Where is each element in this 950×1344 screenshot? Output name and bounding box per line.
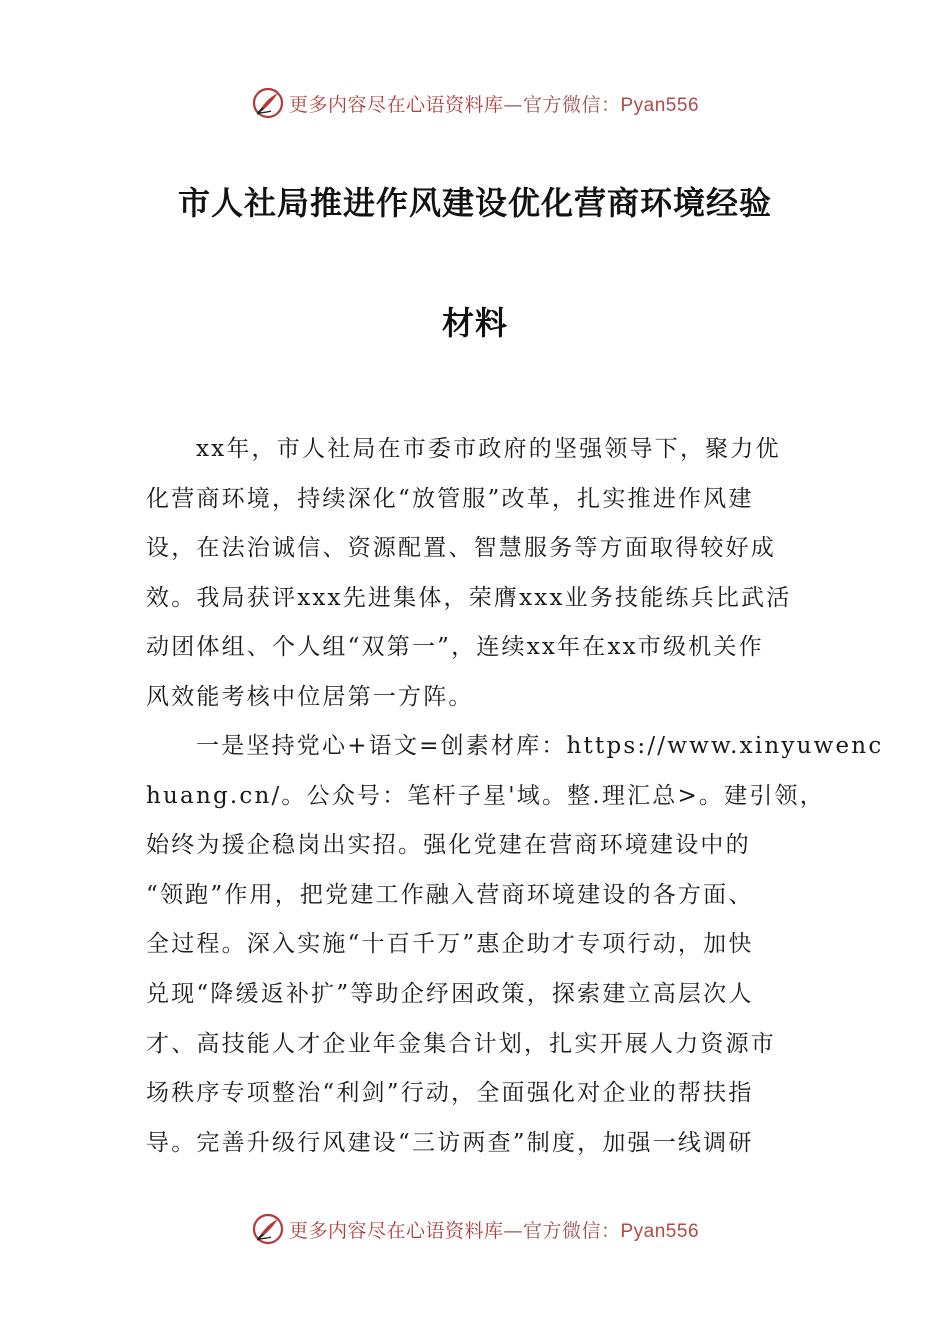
paragraph-intro bbox=[146, 425, 806, 723]
text-line: 才、高技能人才企业年金集合计划，扎实开展人力资源市 bbox=[146, 1030, 776, 1057]
text-line: 化营商环境，持续深化“放管服”改革，扎实推进作风建 bbox=[146, 485, 754, 512]
text-line: 场秩序专项整治“利剑”行动，全面强化对企业的帮扶指 bbox=[146, 1080, 754, 1107]
text-line: huang.cn/。公众号：笔杆子星'域。整.理汇总>。建引领， bbox=[146, 782, 825, 809]
text-line: “领跑”作用，把党建工作融入营商环境建设的各方面、 bbox=[146, 881, 754, 908]
paragraph-point-one bbox=[146, 722, 884, 1168]
document-title-line-1: 市人社局推进作风建设优化营商环境经验 bbox=[177, 184, 772, 222]
text-line: 始终为援企稳岗出实招。强化党建在营商环境建设中的 bbox=[146, 832, 751, 859]
text-line: 导。完善升级行风建设“三访两查”制度，加强一线调研 bbox=[146, 1129, 754, 1156]
text-line: 风效能考核中位居第一方阵。 bbox=[146, 683, 474, 710]
footer-watermark-banner bbox=[0, 1209, 950, 1249]
text-line: xx年，市人社局在市委市政府的坚强领导下，聚力优 bbox=[196, 436, 781, 462]
text-line: 设，在法治诚信、资源配置、智慧服务等方面取得较好成 bbox=[146, 535, 776, 562]
watermark-text: 更多内容尽在心语资料库—官方微信：Pyan556 bbox=[288, 93, 700, 116]
text-line: 兑现“降缓返补扩”等助企纾困政策，探索建立高层次人 bbox=[146, 980, 754, 1007]
watermark-text: 更多内容尽在心语资料库—官方微信：Pyan556 bbox=[288, 1219, 700, 1242]
header-watermark-banner bbox=[0, 83, 950, 123]
quill-logo-icon bbox=[251, 1212, 285, 1246]
text-line: 全过程。深入实施“十百千万”惠企助才专项行动，加快 bbox=[146, 931, 754, 958]
quill-logo-icon bbox=[251, 86, 285, 120]
document-title-line-2: 材料 bbox=[441, 304, 508, 342]
text-line: 效。我局获评xxx先进集体，荣膺xxx业务技能练兵比武活 bbox=[146, 584, 792, 611]
text-line: 动团体组、个人组“双第一”，连续xx年在xx市级机关作 bbox=[146, 634, 764, 661]
text-line: 一是坚持党心+语文=创素材库：https://www.xinyuwenc bbox=[196, 733, 884, 759]
